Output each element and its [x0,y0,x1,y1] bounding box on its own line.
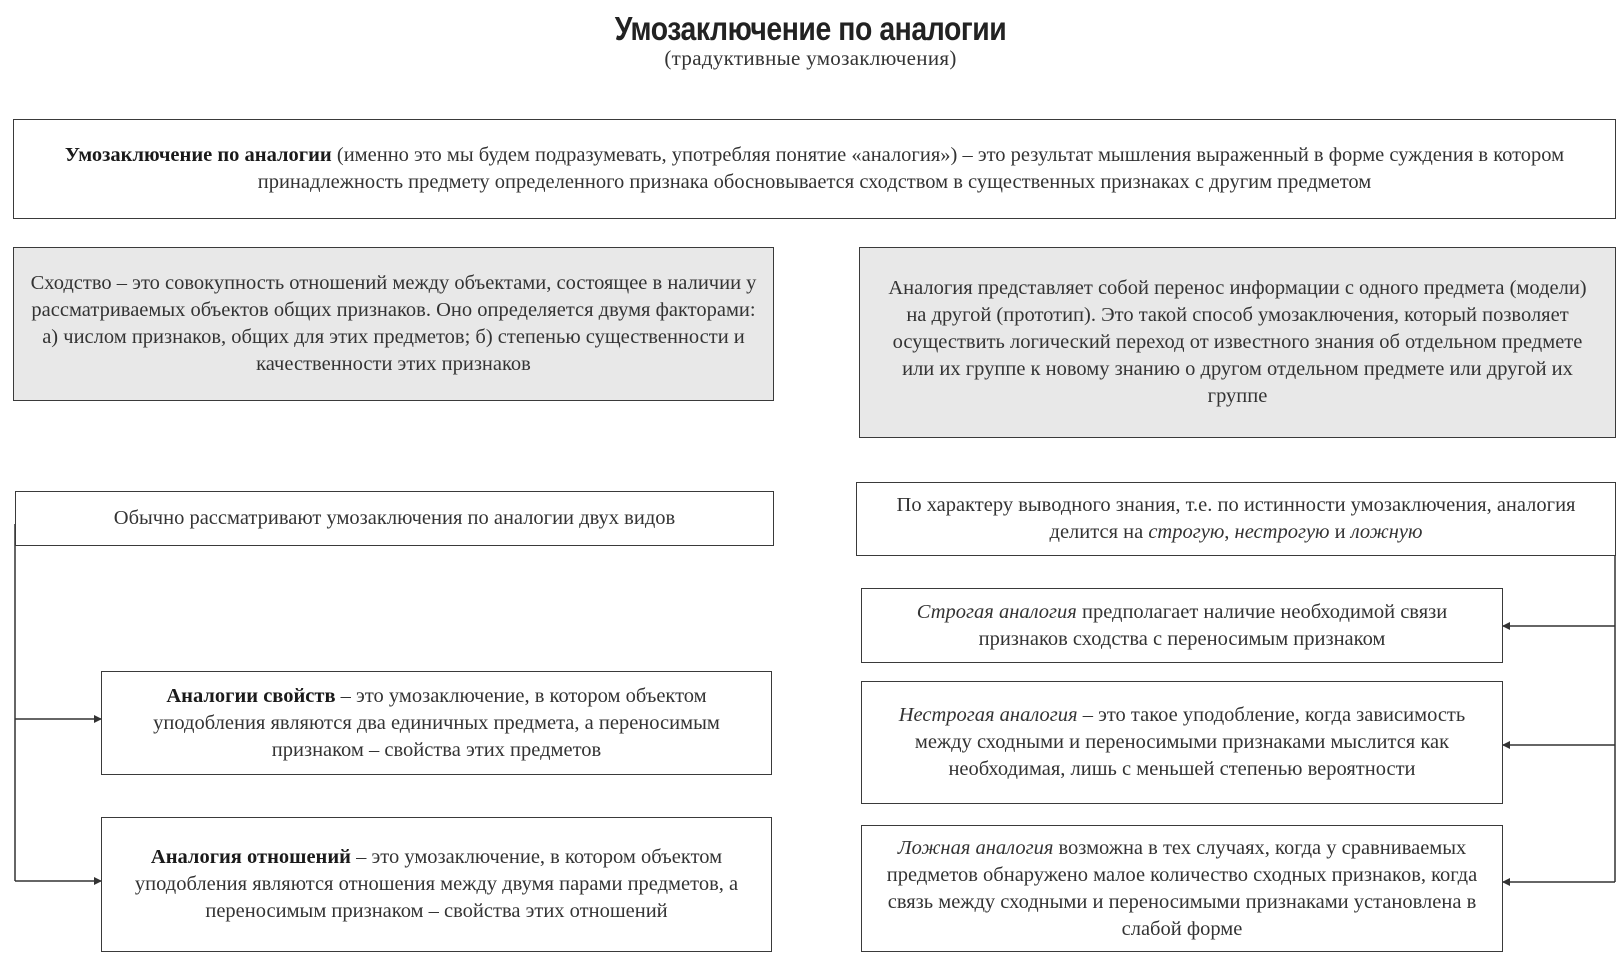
strict-analogy-term: Строгая аналогия [916,600,1077,623]
truth-header-sep2: и [1329,521,1351,543]
relation-analogy-body: – это умозаключение, в котором объектом уподобления являются отношения между двумя парами предметов, а переносимым признаком – свойства этих отношений [134,846,739,922]
strict-analogy-box [861,588,1503,663]
definition-box [13,119,1616,219]
relation-analogy-box [101,817,772,952]
strict-analogy-text [882,599,1482,653]
types-header-box [15,491,774,546]
property-analogy-text [124,683,749,764]
truth-header-box [856,482,1616,556]
types-header-text: Обычно рассматривают умозаключения по аналогии двух видов [113,507,676,529]
page-subtitle: (традуктивные умозаключения) [664,46,957,70]
false-analogy-box [861,825,1503,952]
relation-analogy-term: Аналогия отношений [150,846,351,868]
property-analogy-box [101,671,772,775]
similarity-text: Сходство – это совокупность отношений между объектами, состоящее в наличии у рассматриваемых объектов общих признаков. Оно определяется двумя факторами: а) числом признаков, общих для этих предметов; б) степенью существенности и качественности этих признаков [30,272,757,375]
strict-analogy-body: предполагает наличие необходимой связи признаков сходства с переносимым признаком [978,600,1448,650]
nonstrict-analogy-text [882,702,1482,783]
truth-header-sep1: , [1224,521,1235,543]
property-analogy-term: Аналогии свойств [166,684,336,707]
nonstrict-analogy-body: – это такое уподобление, когда зависимость между сходными и переносимыми признаками мыслится как необходимая, лишь с меньшей степенью вероятности [914,704,1466,780]
truth-header-body: По характеру выводного знания, т.е. по истинности умозаключения, аналогия делится на [896,494,1576,543]
property-analogy-body: – это умозаключение, в котором объектом уподобления являются два единичных предмета, а переносимым признаком – свойства этих предметов [153,684,720,761]
page-title: Умозаключение по аналогии [614,10,1007,47]
transfer-text: Аналогия представляет собой перенос информации с одного предмета (модели) на другой (прототип). Это такой способ умозаключения, который позволяет осуществить логический переход от известного знания об отдельном предмете или их группе к новому знанию о другом отдельном предмете или другой их группе [888,277,1587,407]
transfer-box [859,247,1616,438]
nonstrict-analogy-term: Нестрогая аналогия [898,704,1078,726]
truth-header-strict: строгую [1148,521,1225,543]
truth-header-nonstrict: нестрогую [1234,521,1330,543]
definition-body: (именно это мы будем подразумевать, употребляя понятие «аналогия») – это результат мышления выраженный в форме суждения в котором принадлежность предмету определенного признака обосновывается сходством в существенных признаках с другим предметом [257,144,1565,193]
false-analogy-term: Ложная аналогия [897,836,1054,859]
truth-header-text [871,492,1601,546]
definition-text [54,142,1575,196]
similarity-box [13,247,774,401]
relation-analogy-text [124,844,749,925]
false-analogy-body: возможна в тех случаях, когда у сравниваемых предметов обнаружено малое количество сходных признаков, когда связь между сходными и переносимыми признаками установлена в слабой форме [886,836,1478,940]
truth-header-false: ложную [1350,521,1423,543]
false-analogy-text [876,835,1488,943]
definition-term: Умозаключение по аналогии [64,144,332,166]
nonstrict-analogy-box [861,681,1503,804]
